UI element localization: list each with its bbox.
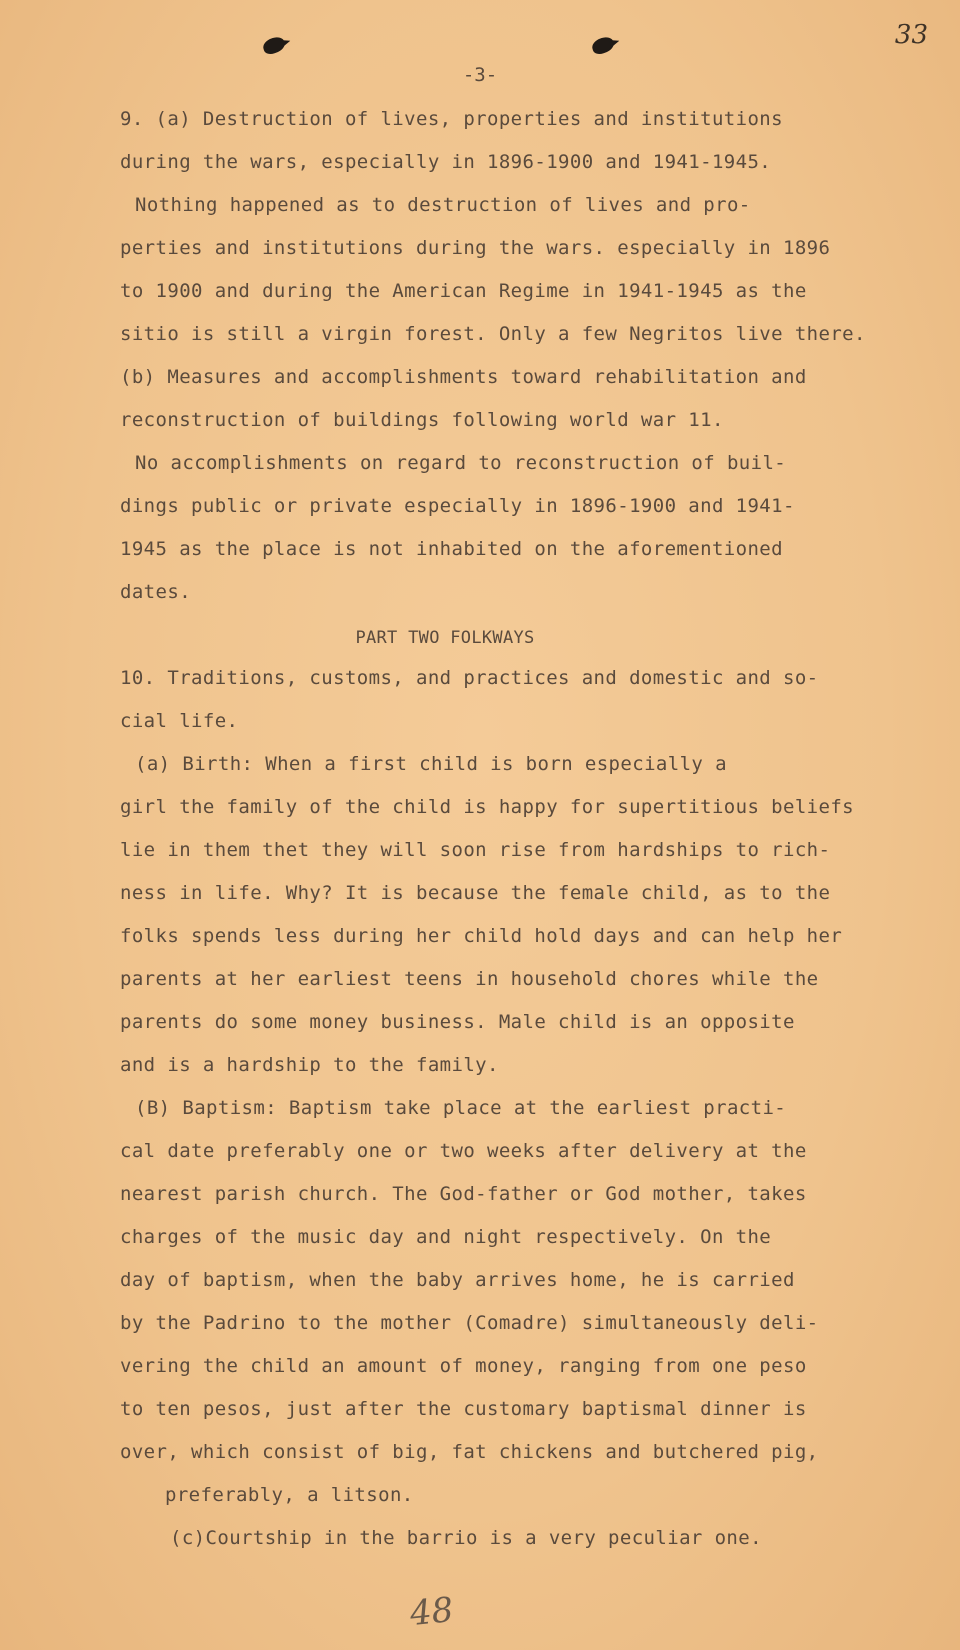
text-line: perties and institutions during the wars. especially in 1896	[120, 237, 831, 259]
text-line: during the wars, especially in 1896-1900 and 1941-1945.	[120, 151, 772, 173]
text-line: cal date preferably one or two weeks after delivery at the	[120, 1140, 807, 1162]
text-line: (B) Baptism: Baptism take place at the earliest practi-	[135, 1097, 787, 1119]
text-line: 10. Traditions, customs, and practices and domestic and so-	[120, 667, 819, 689]
text-line: girl the family of the child is happy for supertitious beliefs	[120, 796, 855, 818]
text-line: cial life.	[120, 710, 239, 732]
text-line: preferably, a litson.	[165, 1484, 414, 1506]
text-line: (c)Courtship in the barrio is a very peculiar one.	[170, 1527, 762, 1549]
section-heading: PART TWO FOLKWAYS	[355, 628, 535, 648]
punch-hole-right	[590, 35, 616, 56]
text-line: ness in life. Why? It is because the female child, as to the	[120, 882, 831, 904]
text-line: nearest parish church. The God-father or God mother, takes	[120, 1183, 807, 1205]
text-line: dings public or private especially in 1896-1900 and 1941-	[120, 495, 795, 517]
text-line: 9. (a) Destruction of lives, properties and institutions	[120, 108, 783, 130]
text-line: to 1900 and during the American Regime in 1941-1945 as the	[120, 280, 807, 302]
text-line: reconstruction of buildings following world war 11.	[120, 409, 724, 431]
text-line: charges of the music day and night respectively. On the	[120, 1226, 772, 1248]
text-line: (a) Birth: When a first child is born especially a	[135, 753, 727, 775]
text-line: sitio is still a virgin forest. Only a few Negritos live there.	[120, 323, 866, 345]
text-line: 1945 as the place is not inhabited on the aforementioned	[120, 538, 783, 560]
text-line: dates.	[120, 581, 192, 603]
text-line: vering the child an amount of money, ranging from one peso	[120, 1355, 807, 1377]
text-line: folks spends less during her child hold days and can help her	[120, 925, 843, 947]
text-line: to ten pesos, just after the customary baptismal dinner is	[120, 1398, 807, 1420]
text-line: No accomplishments on regard to reconstruction of buil-	[135, 452, 787, 474]
text-line: day of baptism, when the baby arrives home, he is carried	[120, 1269, 795, 1291]
text-line: over, which consist of big, fat chickens and butchered pig,	[120, 1441, 819, 1463]
text-line: lie in them thet they will soon rise from hardships to rich-	[120, 839, 831, 861]
text-line: Nothing happened as to destruction of lives and pro-	[135, 194, 751, 216]
punch-hole-left	[261, 35, 287, 56]
text-line: parents do some money business. Male child is an opposite	[120, 1011, 795, 1033]
page-number: -3-	[462, 64, 498, 86]
folio-number-bottom: 48	[408, 1589, 456, 1635]
text-line: and is a hardship to the family.	[120, 1054, 499, 1076]
folio-number-top: 33	[894, 20, 928, 50]
text-line: by the Padrino to the mother (Comadre) simultaneously deli-	[120, 1312, 819, 1334]
text-line: (b) Measures and accomplishments toward rehabilitation and	[120, 366, 807, 388]
text-line: parents at her earliest teens in household chores while the	[120, 968, 819, 990]
